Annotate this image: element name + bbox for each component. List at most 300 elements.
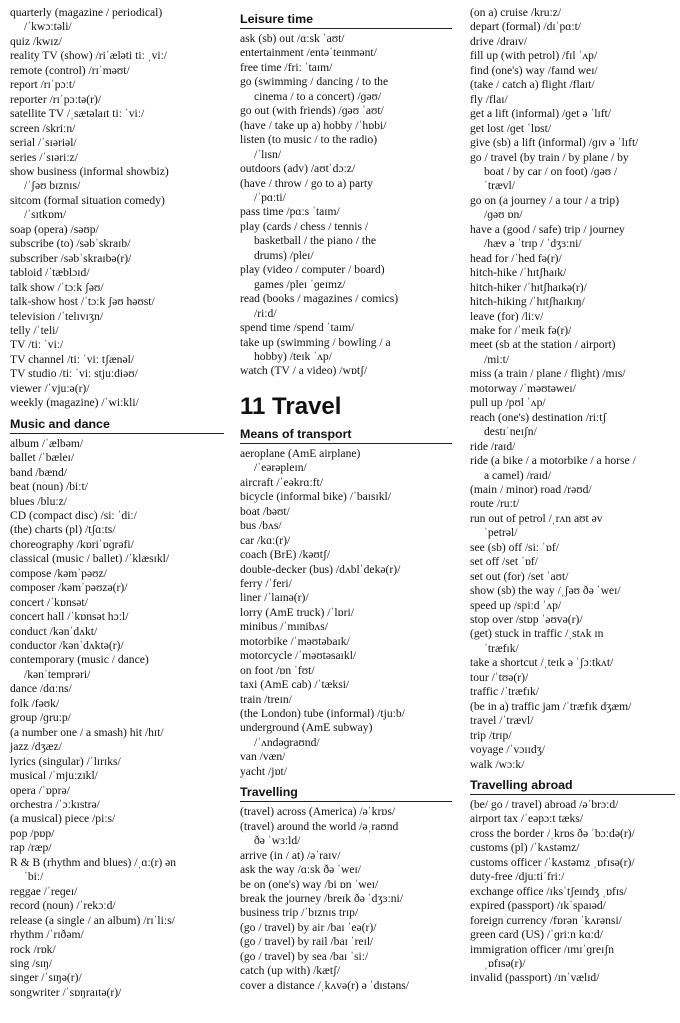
entry-line: bus /bʌs/ [240, 519, 282, 533]
entry-line: train /treɪn/ [240, 692, 292, 706]
entry-line: (a musical) piece /piːs/ [10, 812, 116, 826]
entry-line: (the London) tube (informal) /tjuːb/ [240, 707, 405, 721]
entry-line: ˈtrævl/ [484, 179, 515, 193]
vocab-entry [470, 971, 675, 985]
vocab-entry [10, 740, 224, 754]
entry-line: play (cards / chess / tennis / [240, 219, 369, 233]
vocab-entry [240, 950, 452, 964]
vocab-entry [470, 685, 675, 699]
entry-line: route /ruːt/ [470, 497, 520, 511]
vocab-entry [240, 490, 452, 504]
entry-line: show (sb) the way /ˌʃəʊ ðə ˈweɪ/ [470, 584, 621, 598]
vocab-entry [470, 483, 675, 497]
vocab-entry [240, 364, 452, 378]
vocab-entry [10, 509, 224, 523]
vocab-entry [10, 538, 224, 552]
entry-line: catch (up with) /kætʃ/ [240, 964, 341, 978]
entry-line: taxi (AmE cab) /ˈtæksi/ [240, 678, 350, 692]
vocab-entry [470, 856, 675, 870]
vocab-entry [240, 620, 452, 634]
entry-line: travel /ˈtrævl/ [470, 714, 534, 728]
vocab-entry [10, 136, 224, 150]
entry-line: sing /sɪŋ/ [10, 957, 53, 970]
vocab-entry [240, 606, 452, 620]
entry-line: /ˈeərəpleɪn/ [254, 461, 307, 475]
entry-line: band /bænd/ [10, 465, 68, 479]
vocab-entry [470, 93, 675, 107]
vocab-entry [470, 555, 675, 569]
entry-line: choreography /kɒriˈɒɡrəfi/ [10, 537, 134, 551]
vocab-entry [470, 454, 675, 483]
vocab-entry [10, 367, 224, 381]
entry-line: (a number one / a smash) hit /hɪt/ [10, 725, 164, 739]
entry-line: destɪˈneɪʃn/ [484, 425, 537, 439]
entry-line: take a shortcut /ˌteɪk ə ˈʃɔːtkʌt/ [470, 656, 614, 670]
vocab-entry [470, 812, 675, 826]
entry-line: listen (to music / to the radio) [240, 133, 378, 147]
vocab-entry [470, 107, 675, 121]
vocab-entry [240, 205, 452, 219]
entry-line: ride /raɪd/ [470, 439, 516, 453]
entry-line: conduct /kənˈdʌkt/ [10, 624, 98, 638]
entry-line: orchestra /ˈɔːkɪstrə/ [10, 798, 100, 812]
entry-line: composer /kəmˈpəʊzə(r)/ [10, 581, 128, 595]
vocab-entry [10, 78, 224, 92]
vocab-entry [10, 567, 224, 581]
entry-line: /miːt/ [484, 352, 510, 366]
entry-line: free time /friː ˈtaɪm/ [240, 60, 333, 74]
entry-line: television /ˈtelɪvɪʒn/ [10, 309, 104, 323]
entry-line: walk /wɔːk/ [470, 757, 525, 771]
vocab-entry [10, 798, 224, 812]
entry-line: run out of petrol /ˌrʌn aʊt əv [470, 511, 603, 525]
entry-line: R & B (rhythm and blues) /ˌɑː(r) ən [10, 855, 177, 869]
vocab-entry [470, 714, 675, 728]
vocab-entry [470, 310, 675, 324]
entry-line: quiz /kwɪz/ [10, 34, 62, 48]
entry-line: outdoors (adv) /aʊtˈdɔːz/ [240, 162, 356, 176]
entry-line: expired (passport) /ɪkˈspaɪəd/ [470, 899, 606, 913]
entry-line: basketball / the piano / the [254, 234, 377, 248]
entry-line: drums) /pleɪ/ [254, 248, 314, 262]
entry-line: (on a) cruise /kruːz/ [470, 6, 562, 19]
entry-line: trip /trɪp/ [470, 728, 512, 742]
entry-line: get a lift (informal) /ɡet ə ˈlɪft/ [470, 107, 612, 121]
vocab-entry [470, 671, 675, 685]
entry-line: quarterly (magazine / periodical) [10, 6, 163, 19]
entry-line: opera /ˈɒprə/ [10, 783, 70, 797]
entry-line: talk show /ˈtɔːk ʃəʊ/ [10, 280, 104, 294]
vocab-entry [10, 122, 224, 136]
entry-line: car /kɑː(r)/ [240, 533, 291, 547]
vocab-entry [10, 338, 224, 352]
vocab-entry [240, 476, 452, 490]
vocab-entry [10, 596, 224, 610]
entry-line: spend time /spend ˈtaɪm/ [240, 321, 355, 335]
entry-line: bicycle (informal bike) /ˈbaɪsɪkl/ [240, 490, 391, 504]
vocab-entry [470, 613, 675, 627]
vocab-entry [470, 928, 675, 942]
entry-line: (go / travel) by air /baɪ ˈeə(r)/ [240, 920, 377, 934]
entry-line: break the journey /breɪk ðə ˈdʒɜːni/ [240, 892, 403, 906]
entry-line: cinema / to a concert) /ɡəʊ/ [254, 89, 382, 103]
vocab-entry [470, 136, 675, 150]
entry-line: (travel) across (America) /əˈkrɒs/ [240, 805, 396, 819]
vocab-entry [10, 986, 224, 1000]
entry-line: jazz /dʒæz/ [10, 740, 62, 754]
vocab-entry [470, 411, 675, 440]
vocab-entry [240, 964, 452, 978]
vocab-entry [470, 194, 675, 223]
vocab-entry [470, 122, 675, 136]
vocab-entry [240, 591, 452, 605]
vocab-entry [240, 220, 452, 263]
entry-line: meet (sb at the station / airport) [470, 338, 616, 352]
vocab-entry [470, 440, 675, 454]
vocab-entry [470, 20, 675, 34]
vocab-entry [10, 382, 224, 396]
entry-line: ˈbiː/ [24, 870, 44, 884]
entry-line: set off /set ˈɒf/ [470, 555, 538, 569]
vocab-entry [470, 541, 675, 555]
entry-line: hobby) /teɪk ˈʌp/ [254, 349, 332, 363]
vocab-entry [470, 295, 675, 309]
vocab-entry [240, 678, 452, 692]
entry-line: fly /flaɪ/ [470, 92, 508, 106]
vocab-entry [470, 151, 675, 194]
vocab-entry [240, 849, 452, 863]
entry-line: screen /skriːn/ [10, 121, 76, 135]
vocab-entry [10, 495, 224, 509]
entry-line: cover a distance /ˌkʌvə(r) ə ˈdɪstəns/ [240, 978, 410, 992]
vocab-entry [470, 700, 675, 714]
entry-line: motorcycle /ˈməʊtəsaɪkl/ [240, 649, 357, 663]
entry-line: go on (a journey / a tour / a trip) [470, 193, 620, 207]
entry-line: find (one's) way /faɪnd weɪ/ [470, 63, 598, 77]
vocab-entry [240, 664, 452, 678]
entry-line: read (books / magazines / comics) [240, 292, 399, 306]
vocab-entry [10, 841, 224, 855]
entry-line: tour /ˈtʊə(r)/ [470, 670, 529, 684]
entry-line: (get) stuck in traffic /ˌstʌk ɪn [470, 627, 604, 641]
entry-line: singer /ˈsɪŋə(r)/ [10, 971, 82, 985]
vocab-entry [10, 610, 224, 624]
vocab-entry [240, 519, 452, 533]
entry-line: (take / catch a) flight /flaɪt/ [470, 78, 595, 92]
entry-line: entertainment /entəˈteɪnmənt/ [240, 46, 377, 60]
entry-line: tabloid /ˈtæblɔɪd/ [10, 266, 90, 280]
entry-line: lyrics (singular) /ˈlɪrɪks/ [10, 754, 121, 768]
vocab-entry [470, 599, 675, 613]
entry-line: exchange office /ɪksˈtʃeɪndʒ ˌɒfɪs/ [470, 884, 627, 898]
entry-line: double-decker (bus) /dʌblˈdekə(r)/ [240, 562, 401, 576]
vocab-entry [470, 396, 675, 410]
vocab-entry [470, 367, 675, 381]
entry-line: satellite TV /ˌsætəlaɪt tiː ˈviː/ [10, 107, 145, 121]
vocab-entry [10, 784, 224, 798]
entry-line: ferry /ˈferi/ [240, 576, 292, 590]
entry-line: rap /ræp/ [10, 841, 52, 855]
vocab-entry [240, 32, 452, 46]
vocab-entry [470, 570, 675, 584]
entry-line: release (a single / an album) /rɪˈliːs/ [10, 913, 175, 927]
entry-line: /ˈsɪtkɒm/ [24, 208, 67, 222]
entry-line: ðə ˈwɜːld/ [254, 834, 301, 848]
entry-line: CD (compact disc) /siː ˈdiː/ [10, 508, 137, 522]
vocab-entry [10, 310, 224, 324]
vocab-entry [240, 263, 452, 292]
vocab-entry [470, 35, 675, 49]
vocab-entry [10, 451, 224, 465]
entry-line: see (sb) off /siː ˈɒf/ [470, 540, 559, 554]
entry-line: (go / travel) by rail /baɪ ˈreɪl/ [240, 935, 374, 949]
unit-title: 11 Travel [240, 392, 342, 420]
vocab-entry [10, 682, 224, 696]
vocab-entry [470, 943, 675, 972]
vocab-entry [470, 656, 675, 670]
section-heading: Means of transport [240, 427, 452, 444]
vocab-entry [10, 523, 224, 537]
vocab-entry [10, 914, 224, 928]
vocab-entry [10, 194, 224, 223]
entry-line: TV channel /tiː ˈviː tʃænəl/ [10, 352, 135, 366]
entry-line: arrive (in / at) /əˈraɪv/ [240, 848, 341, 862]
vocab-entry [240, 820, 452, 849]
vocab-entry [240, 104, 452, 118]
vocab-entry [470, 798, 675, 812]
entry-line: beat (noun) /biːt/ [10, 480, 88, 494]
vocab-entry [470, 223, 675, 252]
vocab-entry [470, 324, 675, 338]
entry-line: cross the border /ˌkrɒs ðə ˈbɔːdə(r)/ [470, 826, 635, 840]
entry-line: customs (pl) /ˈkʌstəmz/ [470, 841, 580, 855]
vocab-entry [10, 899, 224, 913]
entry-line: games /pleɪ ˈɡeɪmz/ [254, 277, 346, 291]
entry-line: go out (with friends) /ɡəʊ ˈaʊt/ [240, 104, 384, 118]
vocab-entry [10, 64, 224, 78]
entry-line: musical /ˈmjuːzɪkl/ [10, 769, 98, 783]
entry-line: traffic /ˈtræfɪk/ [470, 685, 540, 699]
entry-line: /kənˈtemprəri/ [24, 667, 91, 681]
entry-line: a camel) /raɪd/ [484, 468, 551, 482]
vocab-entry [10, 151, 224, 165]
vocab-entry [470, 49, 675, 63]
vocab-entry [10, 324, 224, 338]
section-heading: Music and dance [10, 417, 224, 434]
entry-line: boat /bəʊt/ [240, 504, 290, 518]
entry-line: soap (opera) /səʊp/ [10, 222, 99, 236]
entry-line: series /ˈsɪəriːz/ [10, 150, 78, 164]
vocab-entry [10, 769, 224, 783]
entry-line: reggae /ˈreɡeɪ/ [10, 884, 78, 898]
vocab-entry [470, 252, 675, 266]
entry-line: (travel) around the world /əˌraʊnd [240, 819, 399, 833]
entry-line: rock /rɒk/ [10, 942, 56, 956]
vocab-entry [10, 165, 224, 194]
entry-line: business trip /ˈbɪznɪs trɪp/ [240, 906, 359, 920]
vocab-entry [10, 581, 224, 595]
vocab-entry [240, 177, 452, 206]
entry-line: ˌɒfɪsə(r)/ [484, 957, 526, 970]
entry-line: remote (control) /rɪˈməʊt/ [10, 63, 130, 77]
vocab-entry [240, 563, 452, 577]
entry-line: play (video / computer / board) [240, 263, 385, 277]
vocab-entry [470, 743, 675, 757]
entry-line: stop over /stɒp ˈəʊvə(r)/ [470, 613, 583, 627]
entry-line: aircraft /ˈeəkrɑːft/ [240, 475, 323, 489]
vocab-entry [240, 750, 452, 764]
vocab-entry [240, 75, 452, 104]
vocab-entry [10, 223, 224, 237]
entry-line: weekly (magazine) /ˈwiːkli/ [10, 396, 139, 410]
vocab-entry [10, 107, 224, 121]
column-1 [10, 6, 224, 1000]
vocab-entry [240, 46, 452, 60]
entry-line: hitch-hike /ˈhɪtʃhaɪk/ [470, 266, 567, 280]
entry-line: watch (TV / a video) /wɒtʃ/ [240, 364, 368, 378]
entry-line: pass time /pɑːs ˈtaɪm/ [240, 205, 340, 219]
entry-line: talk-show host /ˈtɔːk ʃəʊ həʊst/ [10, 295, 155, 309]
entry-line: voyage /ˈvɔɪɪdʒ/ [470, 743, 546, 757]
entry-line: pull up /pʊl ˈʌp/ [470, 396, 546, 410]
vocab-entry [10, 885, 224, 899]
entry-line: miss (a train / plane / flight) /mɪs/ [470, 367, 626, 381]
entry-line: lorry (AmE truck) /ˈlɒri/ [240, 605, 354, 619]
vocab-entry [10, 353, 224, 367]
vocab-entry [240, 721, 452, 750]
entry-line: (have / take up a) hobby /ˈhɒbi/ [240, 118, 387, 132]
entry-line: songwriter /ˈsɒŋraɪtə(r)/ [10, 985, 122, 999]
vocab-entry [470, 870, 675, 884]
vocab-entry [240, 878, 452, 892]
entry-line: concert hall /ˈkɒnsət hɔːl/ [10, 610, 129, 624]
entry-line: TV studio /tiː ˈviː stjuːdiəʊ/ [10, 367, 138, 381]
vocab-entry [240, 805, 452, 819]
vocab-entry [240, 906, 452, 920]
entry-line: aeroplane (AmE airplane) [240, 446, 361, 460]
entry-line: fill up (with petrol) /fɪl ˈʌp/ [470, 49, 598, 63]
vocab-entry [10, 466, 224, 480]
vocab-entry [240, 321, 452, 335]
vocab-entry [470, 6, 675, 20]
entry-line: sitcom (formal situation comedy) [10, 193, 165, 207]
entry-line: rhythm /ˈrɪðəm/ [10, 928, 84, 942]
vocab-entry [10, 653, 224, 682]
entry-line: reality TV (show) /riˈæləti tiː ˌviː/ [10, 49, 168, 63]
entry-line: contemporary (music / dance) [10, 653, 149, 667]
entry-line: subscribe (to) /səbˈskraɪb/ [10, 237, 131, 251]
entry-line: airport tax /ˈeəpɔːt tæks/ [470, 812, 584, 826]
entry-line: set out (for) /set ˈaʊt/ [470, 569, 569, 583]
entry-line: ˈtræfɪk/ [484, 641, 519, 655]
entry-line: (have / throw / go to a) party [240, 176, 373, 190]
entry-line: (the) charts (pl) /tʃɑːts/ [10, 523, 116, 537]
vocab-entry [10, 49, 224, 63]
entry-line: motorbike /ˈməʊtəbaɪk/ [240, 634, 350, 648]
vocab-entry [10, 295, 224, 309]
entry-line: conductor /kənˈdʌktə(r)/ [10, 639, 124, 653]
vocab-entry [240, 534, 452, 548]
entry-line: /ɡəʊ ɒn/ [484, 208, 523, 222]
vocab-entry [470, 758, 675, 772]
entry-line: (go / travel) by sea /baɪ ˈsiː/ [240, 949, 369, 963]
entry-line: van /væn/ [240, 750, 286, 764]
entry-line: green card (US) /ˈɡriːn kɑːd/ [470, 928, 603, 942]
vocab-entry [240, 765, 452, 779]
vocab-entry [240, 635, 452, 649]
vocab-entry [240, 119, 452, 133]
entry-line: invalid (passport) /ɪnˈvælɪd/ [470, 971, 600, 985]
entry-line: have a (good / safe) trip / journey [470, 222, 625, 236]
entry-line: /ˈkwɔːtəli/ [24, 20, 72, 34]
vocab-entry [240, 979, 452, 993]
vocab-entry [10, 480, 224, 494]
entry-line: reach (one's) destination /riːtʃ [470, 410, 607, 424]
vocab-entry [10, 266, 224, 280]
vocab-entry [470, 627, 675, 656]
vocab-entry [470, 497, 675, 511]
vocab-entry [470, 78, 675, 92]
vocab-entry [10, 726, 224, 740]
column-2 [240, 6, 452, 993]
vocab-entry [240, 693, 452, 707]
entry-line: coach (BrE) /kəʊtʃ/ [240, 548, 331, 562]
entry-line: reporter /rɪˈpɔːtə(r)/ [10, 92, 102, 106]
entry-line: give (sb) a lift (informal) /ɡɪv ə ˈlɪft/ [470, 136, 639, 150]
entry-line: take up (swimming / bowling / a [240, 335, 391, 349]
entry-line: make for /ˈmeɪk fə(r)/ [470, 323, 572, 337]
section-heading: Travelling abroad [470, 778, 675, 795]
vocab-entry [10, 928, 224, 942]
vocab-entry [470, 266, 675, 280]
entry-line: hitch-hiker /ˈhɪtʃhaɪkə(r)/ [470, 280, 587, 294]
entry-line: folk /fəʊk/ [10, 696, 60, 710]
entry-line: concert /ˈkɒnsət/ [10, 595, 88, 609]
vocab-entry [10, 957, 224, 971]
vocab-entry [10, 252, 224, 266]
vocab-entry [470, 841, 675, 855]
vocab-entry [10, 971, 224, 985]
entry-line: subscriber /səbˈskraɪbə(r)/ [10, 251, 132, 265]
column-3 [470, 6, 675, 986]
entry-line: /riːd/ [254, 306, 277, 320]
vocab-entry [10, 6, 224, 35]
entry-line: hitch-hiking /ˈhɪtʃhaɪkɪŋ/ [470, 295, 585, 309]
vocab-entry [10, 396, 224, 410]
entry-line: /ˈʃəʊ bɪznɪs/ [24, 179, 81, 193]
entry-line: ˈpetrəl/ [484, 526, 518, 540]
entry-line: (be/ go / travel) abroad /əˈbrɔːd/ [470, 798, 619, 812]
entry-line: underground (AmE subway) [240, 721, 373, 735]
entry-line: foreign currency /fɒrən ˈkʌrənsi/ [470, 913, 622, 927]
vocab-entry [470, 512, 675, 541]
vocab-entry [10, 552, 224, 566]
entry-line: boat / by car / on foot) /ɡəʊ / [484, 164, 618, 178]
entry-line: record (noun) /ˈrekɔːd/ [10, 899, 116, 913]
vocab-entry [10, 639, 224, 653]
entry-line: ask the way /ɑːsk ðə ˈweɪ/ [240, 863, 362, 877]
vocab-entry [470, 382, 675, 396]
entry-line: /ˈlɪsn/ [254, 147, 282, 161]
entry-line: telly /ˈteli/ [10, 323, 59, 337]
entry-line: pop /pɒp/ [10, 826, 55, 840]
entry-line: drive /draɪv/ [470, 34, 527, 48]
entry-line: speed up /spiːd ˈʌp/ [470, 598, 562, 612]
vocab-entry [240, 649, 452, 663]
vocab-entry [240, 505, 452, 519]
entry-line: TV /tiː ˈviː/ [10, 338, 64, 352]
vocab-entry [240, 707, 452, 721]
